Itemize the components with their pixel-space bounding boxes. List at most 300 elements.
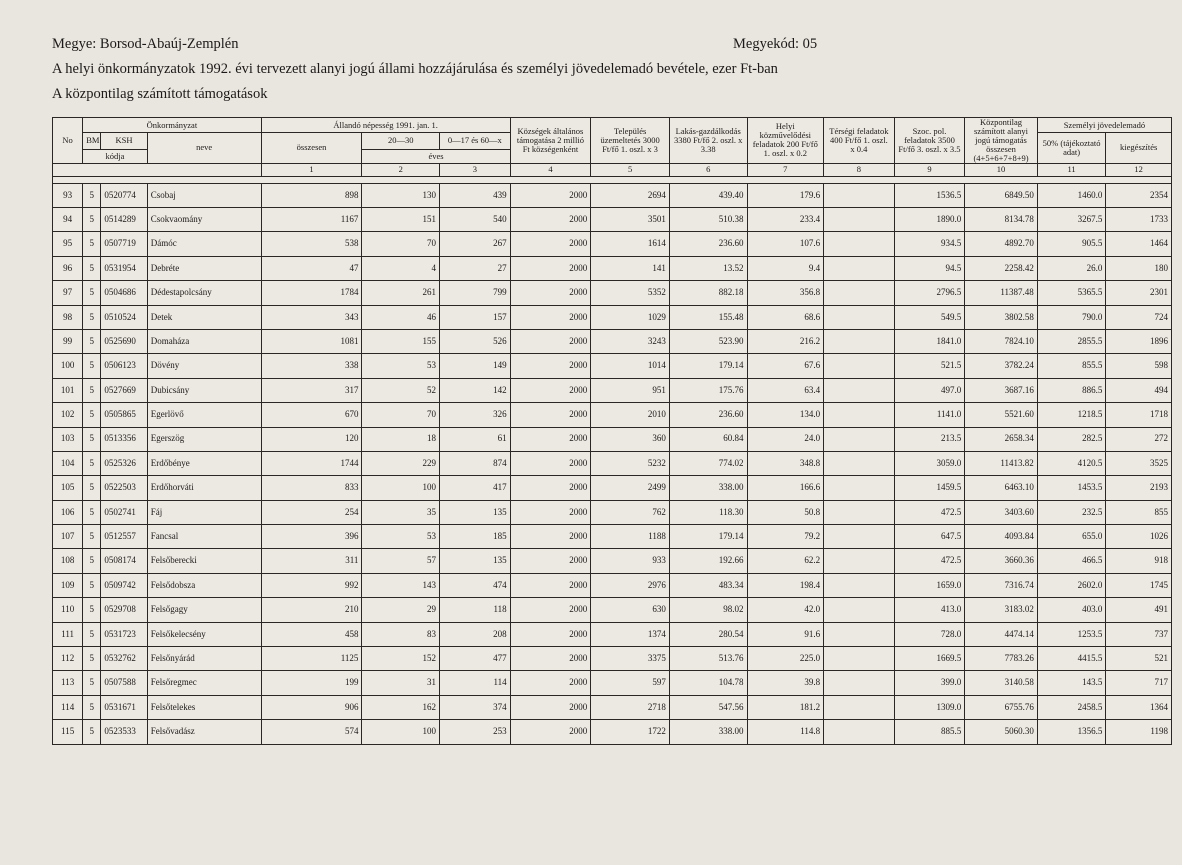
cell-szja-50: 1453.5 (1037, 476, 1106, 500)
cell-tersegi (824, 573, 895, 597)
cell-lakas: 882.18 (669, 281, 747, 305)
cell-kiegeszites: 521 (1106, 647, 1172, 671)
cell-helyi: 68.6 (747, 305, 824, 329)
col-ksh: KSH (101, 133, 147, 150)
cell-helyi: 39.8 (747, 671, 824, 695)
col-kodja: kódja (83, 149, 148, 163)
cell-osszesen: 199 (261, 671, 362, 695)
cell-kiegeszites: 2354 (1106, 183, 1172, 207)
cell-bm: 5 (83, 695, 101, 719)
cell-szja-50: 1356.5 (1037, 720, 1106, 744)
cell-no: 95 (53, 232, 83, 256)
cell-no: 109 (53, 573, 83, 597)
cell-age-20-30: 31 (362, 671, 440, 695)
col-osszesen: összesen (261, 133, 362, 164)
cell-name: Egerszög (147, 427, 261, 451)
cell-name: Erdőhorváti (147, 476, 261, 500)
cell-age-20-30: 83 (362, 622, 440, 646)
cell-helyi: 62.2 (747, 549, 824, 573)
cell-tersegi (824, 525, 895, 549)
cell-kozponti: 7783.26 (965, 647, 1038, 671)
cell-lakas: 179.14 (669, 525, 747, 549)
cell-age-20-30: 162 (362, 695, 440, 719)
cell-osszesen: 343 (261, 305, 362, 329)
col-szja-50: 50% (tájékoztató adat) (1037, 133, 1106, 164)
cell-telepules: 1188 (591, 525, 670, 549)
cell-szoc: 1141.0 (894, 403, 965, 427)
cell-osszesen: 1167 (261, 208, 362, 232)
cell-age-20-30: 57 (362, 549, 440, 573)
cell-ksh: 0531671 (101, 695, 147, 719)
cell-kiegeszites: 3525 (1106, 451, 1172, 475)
table-row (53, 695, 1172, 719)
cell-szoc: 647.5 (894, 525, 965, 549)
cell-osszesen: 120 (261, 427, 362, 451)
cell-kozponti: 4093.84 (965, 525, 1038, 549)
cell-osszesen: 538 (261, 232, 362, 256)
cell-telepules: 360 (591, 427, 670, 451)
cell-name: Domaháza (147, 329, 261, 353)
table-row (53, 573, 1172, 597)
cell-lakas: 60.84 (669, 427, 747, 451)
cell-age-0-17: 799 (440, 281, 511, 305)
cell-szoc: 521.5 (894, 354, 965, 378)
cell-osszesen: 1784 (261, 281, 362, 305)
column-number: 10 (965, 163, 1038, 176)
cell-kozsegek: 2000 (510, 305, 591, 329)
column-number: 12 (1106, 163, 1172, 176)
cell-bm: 5 (83, 427, 101, 451)
cell-name: Felsőgagy (147, 598, 261, 622)
cell-telepules: 141 (591, 256, 670, 280)
table-row (53, 208, 1172, 232)
cell-no: 108 (53, 549, 83, 573)
cell-kiegeszites: 724 (1106, 305, 1172, 329)
county-label: Megye: Borsod-Abaúj-Zemplén (52, 36, 239, 52)
cell-tersegi (824, 329, 895, 353)
cell-age-0-17: 874 (440, 451, 511, 475)
cell-name: Debréte (147, 256, 261, 280)
table-row (53, 329, 1172, 353)
cell-kozponti: 3802.58 (965, 305, 1038, 329)
col-telepules: Település üzemeltetés 3000 Ft/fő 1. oszl. x 3 (591, 118, 670, 164)
cell-ksh: 0505865 (101, 403, 147, 427)
cell-age-0-17: 374 (440, 695, 511, 719)
cell-age-20-30: 52 (362, 378, 440, 402)
cell-age-0-17: 114 (440, 671, 511, 695)
cell-age-20-30: 53 (362, 525, 440, 549)
cell-szja-50: 905.5 (1037, 232, 1106, 256)
cell-kozponti: 6463.10 (965, 476, 1038, 500)
cell-telepules: 1722 (591, 720, 670, 744)
cell-kozponti: 4474.14 (965, 622, 1038, 646)
cell-kozponti: 4892.70 (965, 232, 1038, 256)
table-row (53, 598, 1172, 622)
cell-age-0-17: 474 (440, 573, 511, 597)
cell-no: 98 (53, 305, 83, 329)
cell-osszesen: 1081 (261, 329, 362, 353)
cell-age-0-17: 27 (440, 256, 511, 280)
cell-szja-50: 26.0 (1037, 256, 1106, 280)
cell-kozsegek: 2000 (510, 573, 591, 597)
cell-osszesen: 47 (261, 256, 362, 280)
col-kozsegek: Községek általános támogatása 2 millió Ft községenként (510, 118, 591, 164)
cell-name: Csobaj (147, 183, 261, 207)
cell-bm: 5 (83, 403, 101, 427)
cell-name: Dubicsány (147, 378, 261, 402)
cell-kozponti: 3183.02 (965, 598, 1038, 622)
cell-kozsegek: 2000 (510, 647, 591, 671)
table-row (53, 451, 1172, 475)
cell-kiegeszites: 2193 (1106, 476, 1172, 500)
cell-helyi: 79.2 (747, 525, 824, 549)
cell-telepules: 1014 (591, 354, 670, 378)
cell-szja-50: 790.0 (1037, 305, 1106, 329)
cell-kiegeszites: 1026 (1106, 525, 1172, 549)
cell-bm: 5 (83, 549, 101, 573)
cell-szoc: 728.0 (894, 622, 965, 646)
cell-age-20-30: 155 (362, 329, 440, 353)
cell-telepules: 3243 (591, 329, 670, 353)
column-number: 4 (510, 163, 591, 176)
cell-osszesen: 338 (261, 354, 362, 378)
cell-kiegeszites: 1464 (1106, 232, 1172, 256)
cell-age-0-17: 185 (440, 525, 511, 549)
cell-szoc: 413.0 (894, 598, 965, 622)
cell-tersegi (824, 232, 895, 256)
cell-bm: 5 (83, 451, 101, 475)
cell-helyi: 181.2 (747, 695, 824, 719)
cell-kiegeszites: 2301 (1106, 281, 1172, 305)
cell-name: Felsővadász (147, 720, 261, 744)
cell-ksh: 0529708 (101, 598, 147, 622)
cell-no: 110 (53, 598, 83, 622)
cell-bm: 5 (83, 573, 101, 597)
cell-tersegi (824, 378, 895, 402)
cell-kozsegek: 2000 (510, 525, 591, 549)
cell-telepules: 1374 (591, 622, 670, 646)
cell-bm: 5 (83, 208, 101, 232)
cell-szja-50: 232.5 (1037, 500, 1106, 524)
cell-age-0-17: 439 (440, 183, 511, 207)
cell-kiegeszites: 855 (1106, 500, 1172, 524)
cell-age-0-17: 149 (440, 354, 511, 378)
cell-szja-50: 1218.5 (1037, 403, 1106, 427)
cell-telepules: 2694 (591, 183, 670, 207)
cell-tersegi (824, 451, 895, 475)
cell-osszesen: 670 (261, 403, 362, 427)
cell-szja-50: 143.5 (1037, 671, 1106, 695)
cell-szja-50: 3267.5 (1037, 208, 1106, 232)
cell-name: Fáj (147, 500, 261, 524)
cell-age-20-30: 229 (362, 451, 440, 475)
cell-telepules: 2499 (591, 476, 670, 500)
cell-kiegeszites: 494 (1106, 378, 1172, 402)
cell-helyi: 50.8 (747, 500, 824, 524)
cell-kozponti: 6755.76 (965, 695, 1038, 719)
cell-ksh: 0513356 (101, 427, 147, 451)
cell-szoc: 885.5 (894, 720, 965, 744)
cell-kozsegek: 2000 (510, 378, 591, 402)
col-onkormanyzat: Önkormányzat (83, 118, 261, 133)
cell-bm: 5 (83, 183, 101, 207)
cell-age-20-30: 35 (362, 500, 440, 524)
cell-tersegi (824, 500, 895, 524)
cell-telepules: 2718 (591, 695, 670, 719)
cell-osszesen: 574 (261, 720, 362, 744)
cell-bm: 5 (83, 598, 101, 622)
column-number: 3 (440, 163, 511, 176)
cell-szoc: 1841.0 (894, 329, 965, 353)
cell-ksh: 0510524 (101, 305, 147, 329)
cell-lakas: 155.48 (669, 305, 747, 329)
cell-age-0-17: 540 (440, 208, 511, 232)
cell-bm: 5 (83, 329, 101, 353)
cell-age-20-30: 151 (362, 208, 440, 232)
cell-szoc: 497.0 (894, 378, 965, 402)
cell-no: 101 (53, 378, 83, 402)
cell-ksh: 0512557 (101, 525, 147, 549)
cell-kozsegek: 2000 (510, 183, 591, 207)
cell-name: Detek (147, 305, 261, 329)
cell-tersegi (824, 695, 895, 719)
cell-kiegeszites: 598 (1106, 354, 1172, 378)
cell-tersegi (824, 281, 895, 305)
cell-szoc: 1309.0 (894, 695, 965, 719)
cell-osszesen: 210 (261, 598, 362, 622)
cell-lakas: 774.02 (669, 451, 747, 475)
table-row (53, 647, 1172, 671)
cell-lakas: 13.52 (669, 256, 747, 280)
cell-helyi: 233.4 (747, 208, 824, 232)
cell-tersegi (824, 476, 895, 500)
cell-age-20-30: 130 (362, 183, 440, 207)
cell-helyi: 216.2 (747, 329, 824, 353)
cell-no: 107 (53, 525, 83, 549)
cell-lakas: 98.02 (669, 598, 747, 622)
cell-kozponti: 5060.30 (965, 720, 1038, 744)
table-header (53, 118, 1172, 184)
cell-kozsegek: 2000 (510, 622, 591, 646)
cell-lakas: 547.56 (669, 695, 747, 719)
cell-szja-50: 2855.5 (1037, 329, 1106, 353)
cell-lakas: 338.00 (669, 720, 747, 744)
cell-lakas: 280.54 (669, 622, 747, 646)
cell-age-0-17: 208 (440, 622, 511, 646)
document-title: A helyi önkormányzatok 1992. évi tervezett alanyi jogú állami hozzájárulása és személyi jövedelemadó bevétele, ezer Ft-ban (52, 61, 778, 77)
cell-kozponti: 3687.16 (965, 378, 1038, 402)
cell-kozsegek: 2000 (510, 598, 591, 622)
cell-szja-50: 1253.5 (1037, 622, 1106, 646)
cell-telepules: 3375 (591, 647, 670, 671)
cell-bm: 5 (83, 525, 101, 549)
cell-no: 96 (53, 256, 83, 280)
cell-kozsegek: 2000 (510, 671, 591, 695)
cell-telepules: 762 (591, 500, 670, 524)
cell-osszesen: 254 (261, 500, 362, 524)
cell-kozponti: 3403.60 (965, 500, 1038, 524)
cell-ksh: 0525690 (101, 329, 147, 353)
cell-helyi: 9.4 (747, 256, 824, 280)
cell-osszesen: 906 (261, 695, 362, 719)
table-row (53, 622, 1172, 646)
cell-ksh: 0531954 (101, 256, 147, 280)
cell-ksh: 0509742 (101, 573, 147, 597)
cell-ksh: 0507588 (101, 671, 147, 695)
cell-age-20-30: 152 (362, 647, 440, 671)
cell-bm: 5 (83, 232, 101, 256)
cell-lakas: 118.30 (669, 500, 747, 524)
cell-no: 115 (53, 720, 83, 744)
cell-ksh: 0520774 (101, 183, 147, 207)
cell-szoc: 1890.0 (894, 208, 965, 232)
cell-helyi: 107.6 (747, 232, 824, 256)
cell-kozsegek: 2000 (510, 451, 591, 475)
cell-bm: 5 (83, 500, 101, 524)
cell-ksh: 0514289 (101, 208, 147, 232)
cell-telepules: 933 (591, 549, 670, 573)
cell-name: Dámóc (147, 232, 261, 256)
cell-helyi: 24.0 (747, 427, 824, 451)
cell-kozponti: 5521.60 (965, 403, 1038, 427)
cell-helyi: 166.6 (747, 476, 824, 500)
cell-age-20-30: 100 (362, 720, 440, 744)
col-nepesseg: Állandó népesség 1991. jan. 1. (261, 118, 510, 133)
cell-ksh: 0532762 (101, 647, 147, 671)
cell-helyi: 198.4 (747, 573, 824, 597)
cell-kiegeszites: 1733 (1106, 208, 1172, 232)
cell-name: Felsőregmec (147, 671, 261, 695)
cell-tersegi (824, 671, 895, 695)
cell-name: Felsőkelecsény (147, 622, 261, 646)
cell-name: Felsőberecki (147, 549, 261, 573)
cell-no: 94 (53, 208, 83, 232)
cell-osszesen: 898 (261, 183, 362, 207)
cell-age-0-17: 135 (440, 549, 511, 573)
cell-telepules: 1614 (591, 232, 670, 256)
cell-kozsegek: 2000 (510, 281, 591, 305)
cell-tersegi (824, 183, 895, 207)
table-row (53, 476, 1172, 500)
cell-helyi: 114.8 (747, 720, 824, 744)
cell-helyi: 134.0 (747, 403, 824, 427)
cell-lakas: 104.78 (669, 671, 747, 695)
cell-kiegeszites: 717 (1106, 671, 1172, 695)
cell-no: 103 (53, 427, 83, 451)
cell-name: Felsőnyárád (147, 647, 261, 671)
cell-tersegi (824, 549, 895, 573)
cell-kozsegek: 2000 (510, 476, 591, 500)
cell-szoc: 399.0 (894, 671, 965, 695)
county-code-label: Megyekód: 05 (733, 36, 818, 52)
cell-szoc: 1659.0 (894, 573, 965, 597)
cell-kiegeszites: 1364 (1106, 695, 1172, 719)
cell-age-20-30: 53 (362, 354, 440, 378)
cell-tersegi (824, 427, 895, 451)
cell-kiegeszites: 1198 (1106, 720, 1172, 744)
cell-no: 112 (53, 647, 83, 671)
cell-ksh: 0527669 (101, 378, 147, 402)
cell-szja-50: 403.0 (1037, 598, 1106, 622)
col-eves: éves (362, 149, 510, 163)
cell-no: 114 (53, 695, 83, 719)
cell-name: Dédestapolcsány (147, 281, 261, 305)
cell-tersegi (824, 256, 895, 280)
column-number: 5 (591, 163, 670, 176)
cell-bm: 5 (83, 354, 101, 378)
cell-lakas: 236.60 (669, 403, 747, 427)
column-number: 8 (824, 163, 895, 176)
cell-szja-50: 655.0 (1037, 525, 1106, 549)
col-neve: neve (147, 133, 261, 164)
cell-bm: 5 (83, 378, 101, 402)
cell-ksh: 0508174 (101, 549, 147, 573)
cell-helyi: 179.6 (747, 183, 824, 207)
cell-telepules: 1029 (591, 305, 670, 329)
cell-name: Egerlövő (147, 403, 261, 427)
column-number-row (53, 163, 1172, 176)
cell-tersegi (824, 354, 895, 378)
cell-kozponti: 7824.10 (965, 329, 1038, 353)
cell-kozponti: 11413.82 (965, 451, 1038, 475)
cell-age-0-17: 142 (440, 378, 511, 402)
cell-age-20-30: 29 (362, 598, 440, 622)
cell-ksh: 0531723 (101, 622, 147, 646)
cell-lakas: 523.90 (669, 329, 747, 353)
cell-age-0-17: 253 (440, 720, 511, 744)
cell-bm: 5 (83, 476, 101, 500)
table-row (53, 671, 1172, 695)
table-row (53, 378, 1172, 402)
cell-telepules: 5232 (591, 451, 670, 475)
cell-szja-50: 855.5 (1037, 354, 1106, 378)
cell-telepules: 951 (591, 378, 670, 402)
cell-kozsegek: 2000 (510, 354, 591, 378)
cell-kiegeszites: 491 (1106, 598, 1172, 622)
cell-telepules: 5352 (591, 281, 670, 305)
cell-telepules: 597 (591, 671, 670, 695)
cell-szoc: 1536.5 (894, 183, 965, 207)
cell-bm: 5 (83, 720, 101, 744)
cell-kozponti: 3140.58 (965, 671, 1038, 695)
cell-kiegeszites: 1745 (1106, 573, 1172, 597)
cell-osszesen: 317 (261, 378, 362, 402)
cell-age-20-30: 70 (362, 403, 440, 427)
cell-szja-50: 466.5 (1037, 549, 1106, 573)
cell-age-20-30: 261 (362, 281, 440, 305)
cell-kozsegek: 2000 (510, 232, 591, 256)
cell-name: Dövény (147, 354, 261, 378)
cell-helyi: 356.8 (747, 281, 824, 305)
cell-age-0-17: 417 (440, 476, 511, 500)
cell-name: Fancsal (147, 525, 261, 549)
cell-bm: 5 (83, 305, 101, 329)
cell-lakas: 338.00 (669, 476, 747, 500)
table-row (53, 427, 1172, 451)
cell-szoc: 1669.5 (894, 647, 965, 671)
cell-tersegi (824, 403, 895, 427)
column-number: 2 (362, 163, 440, 176)
cell-no: 111 (53, 622, 83, 646)
cell-osszesen: 833 (261, 476, 362, 500)
cell-telepules: 2010 (591, 403, 670, 427)
header-spacer (53, 176, 1172, 183)
cell-age-0-17: 326 (440, 403, 511, 427)
cell-osszesen: 311 (261, 549, 362, 573)
cell-kiegeszites: 1718 (1106, 403, 1172, 427)
cell-szja-50: 4120.5 (1037, 451, 1106, 475)
cell-age-0-17: 135 (440, 500, 511, 524)
